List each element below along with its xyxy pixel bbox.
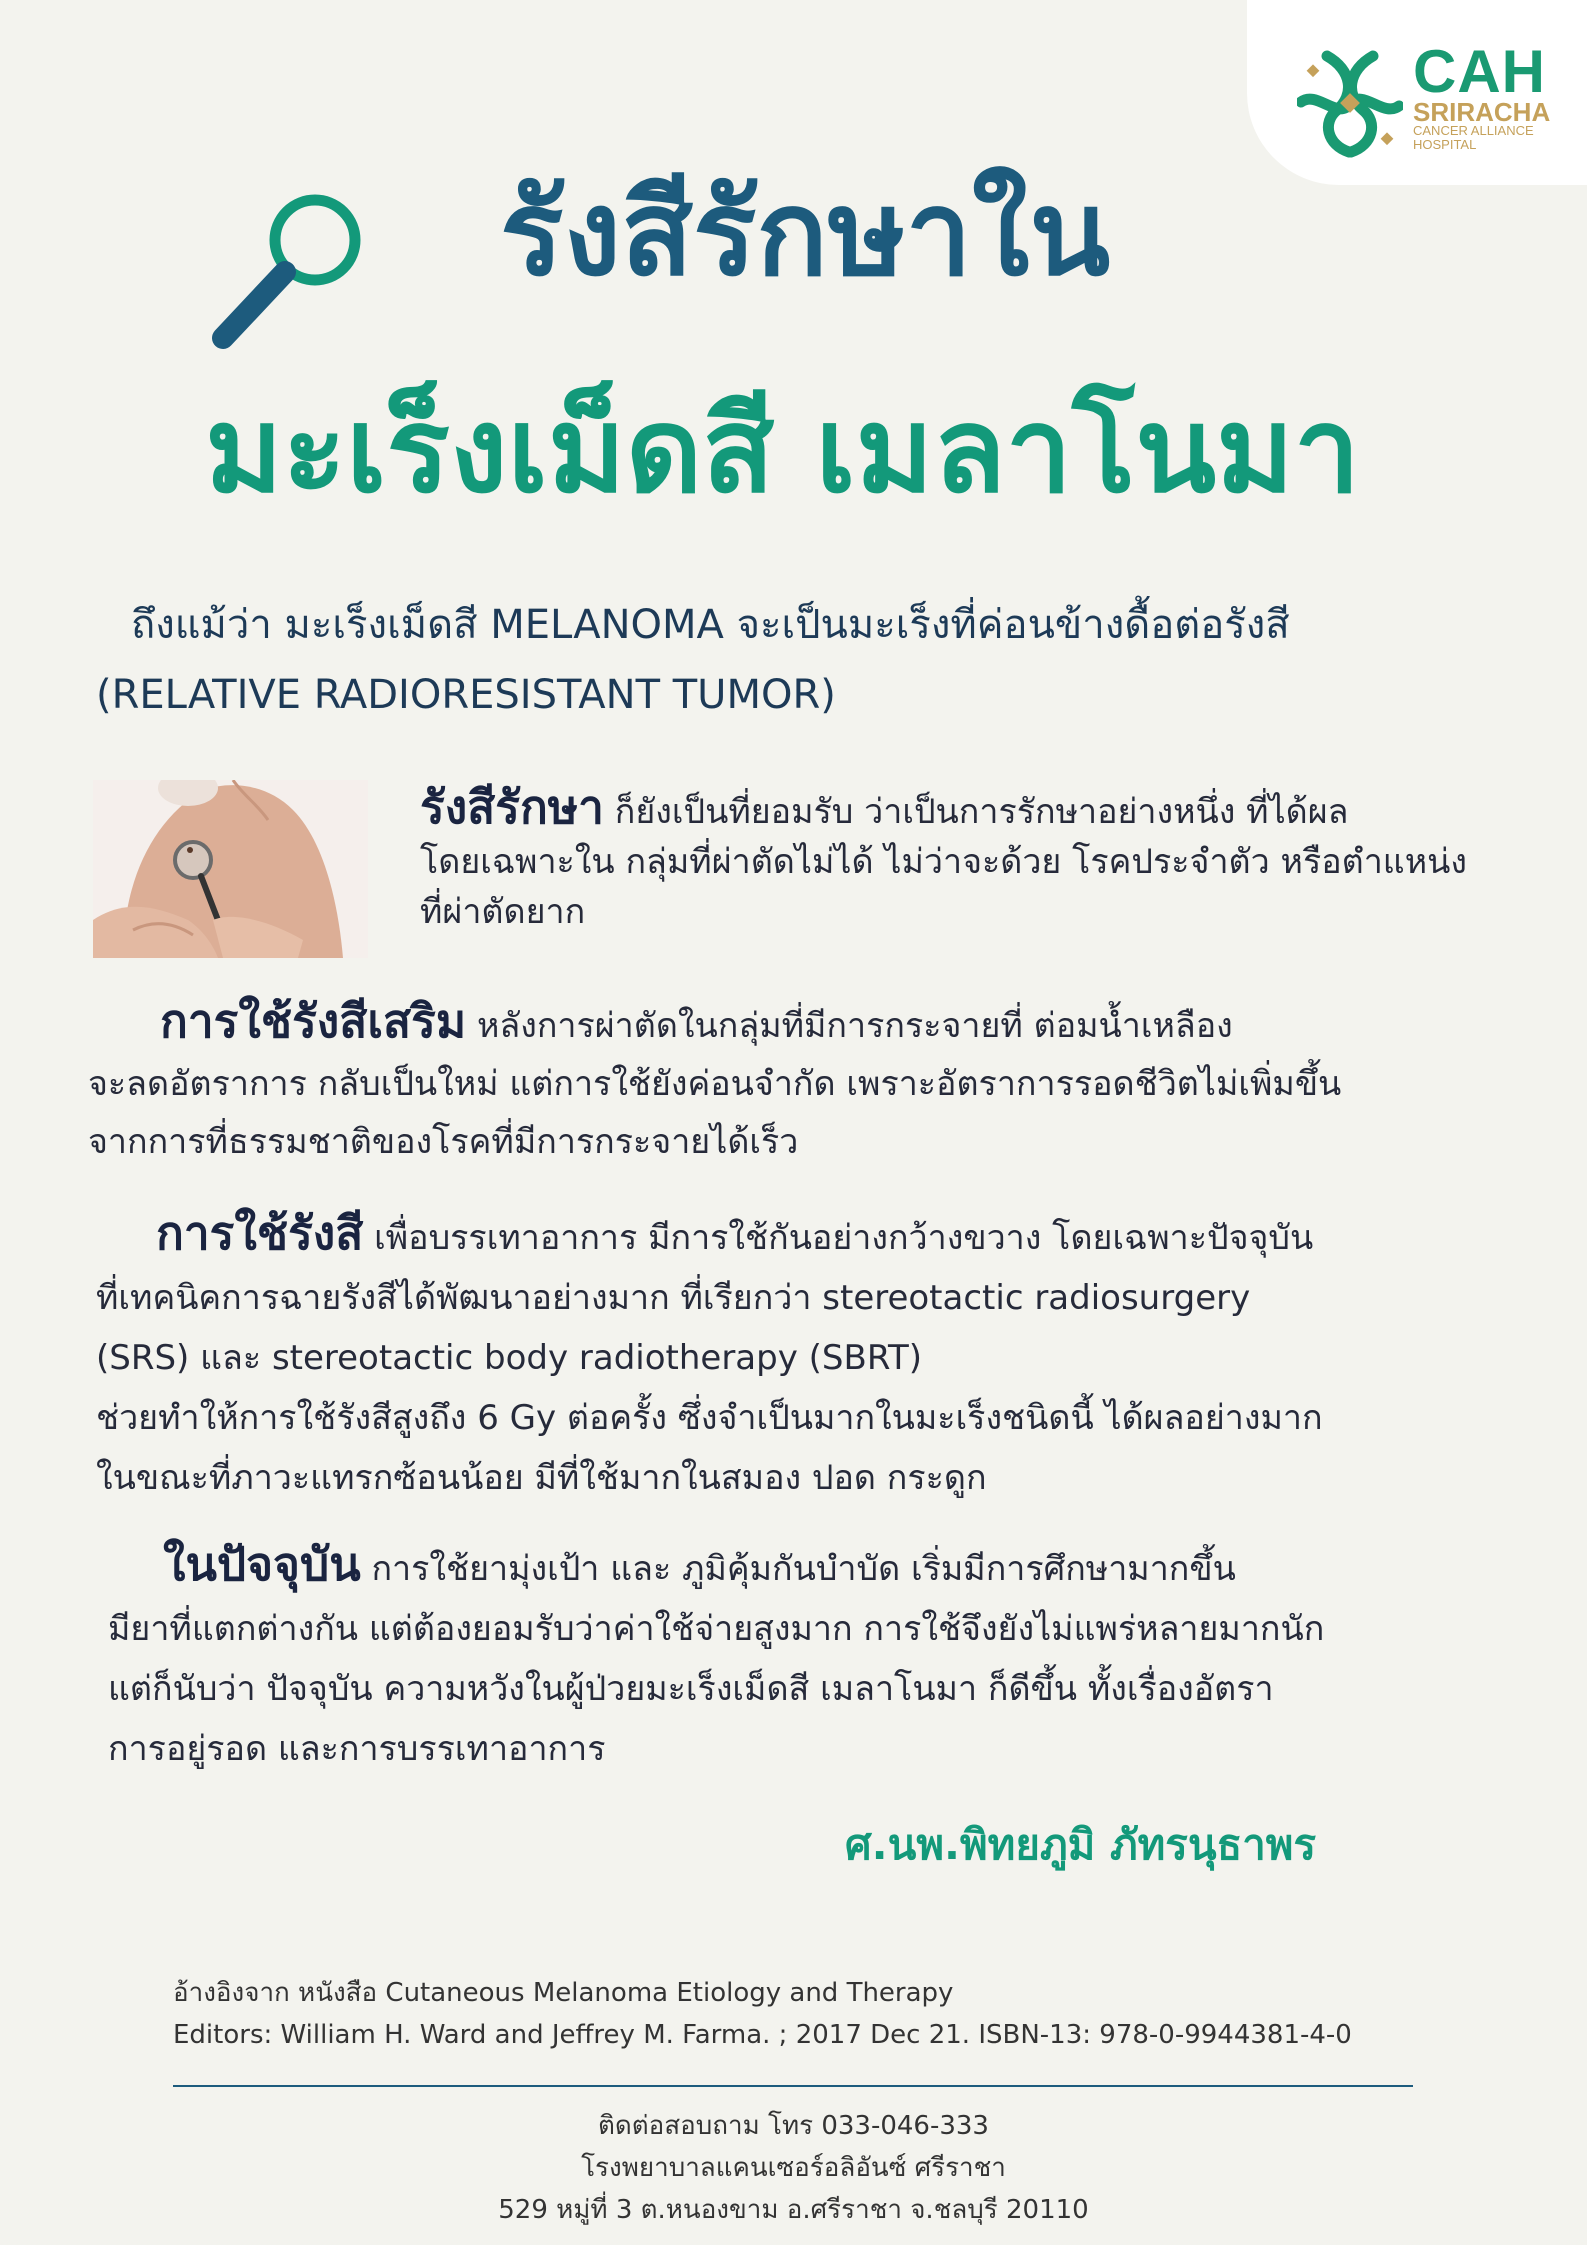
section-adjuvant-radiation — [88, 992, 1341, 1171]
reference — [173, 1972, 1352, 2056]
page-title-line2: มะเร็งเม็ดสี เมลาโนมา — [205, 381, 1361, 519]
divider — [173, 2085, 1413, 2087]
section-lead: การใช้รังสีเสริม — [160, 994, 467, 1048]
section-line: ช่วยทำให้การใช้รังสีสูงถึง 6 Gy ต่อครั้ง ซึ่งจำเป็นมากในมะเร็งชนิดนี้ ได้ผลอย่างมาก — [96, 1398, 1323, 1438]
intro-line1: ถึงแม้ว่า มะเร็งเม็ดสี MELANOMA จะเป็นมะเร็งที่ค่อนข้างดื้อต่อรังสี — [131, 602, 1290, 648]
section-lead: ในปัจจุบัน — [163, 1537, 361, 1591]
section-radiotherapy — [420, 782, 1467, 937]
section-line: ในขณะที่ภาวะแทรกซ้อนน้อย มีที่ใช้มากในสมอง ปอด กระดูก — [96, 1458, 987, 1498]
section-line: จากการที่ธรรมชาติของโรคที่มีการกระจายได้เร็ว — [88, 1122, 799, 1162]
logo-line3: CANCER ALLIANCE — [1413, 123, 1534, 138]
section-palliative-radiation — [96, 1203, 1323, 1508]
hospital-logo — [1247, 0, 1587, 185]
magnifier-icon — [205, 190, 385, 360]
section-line: แต่ก็นับว่า ปัจจุบัน ความหวังในผู้ป่วยมะเร็งเม็ดสี เมลาโนมา ก็ดีขึ้น ทั้งเรื่องอัตรา — [108, 1669, 1274, 1709]
reference-line2: Editors: William H. Ward and Jeffrey M. Farma. ; 2017 Dec 21. ISBN-13: 978-0-9944381-4-0 — [173, 2020, 1352, 2050]
page-title-line1: รังสีรักษาใน — [500, 164, 1111, 302]
skin-exam-photo — [93, 780, 368, 958]
section-lead: การใช้รังสี — [156, 1206, 364, 1260]
section-line: โดยเฉพาะใน กลุ่มที่ผ่าตัดไม่ได้ ไม่ว่าจะด้วย โรคประจำตัว หรือตำแหน่ง — [420, 842, 1467, 882]
section-line: ก็ยังเป็นที่ยอมรับ ว่าเป็นการรักษาอย่างหนึ่ง ที่ได้ผล — [603, 792, 1349, 832]
section-line: (SRS) และ stereotactic body radiotherapy (SBRT) — [96, 1338, 923, 1378]
intro-text — [96, 590, 1516, 730]
logo-name: CAH — [1413, 38, 1546, 105]
reference-line1: อ้างอิงจาก หนังสือ Cutaneous Melanoma Etiology and Therapy — [173, 1978, 954, 2008]
section-line: การอยู่รอด และการบรรเทาอาการ — [108, 1729, 606, 1769]
contact-info — [0, 2105, 1587, 2231]
logo-line4: HOSPITAL — [1413, 137, 1477, 152]
section-line: การใช้ยามุ่งเป้า และ ภูมิคุ้มกันบำบัด เริ่มมีการศึกษามากขึ้น — [360, 1549, 1236, 1589]
section-line: มียาที่แตกต่างกัน แต่ต้องยอมรับว่าค่าใช้จ่ายสูงมาก การใช้จึงยังไม่แพร่หลายมากนัก — [108, 1609, 1325, 1649]
section-line: จะลดอัตราการ กลับเป็นใหม่ แต่การใช้ยังค่อนจำกัด เพราะอัตราการรอดชีวิตไม่เพิ่มขึ้น — [88, 1064, 1342, 1104]
section-line: ที่ผ่าตัดยาก — [420, 892, 586, 932]
section-current-treatment — [108, 1534, 1324, 1779]
cah-ribbon-logo-icon — [1297, 50, 1403, 158]
author-name: ศ.นพ.พิทยภูมิ ภัทรนุธาพร — [845, 1820, 1317, 1869]
section-lead: รังสีรักษา — [420, 780, 604, 834]
logo-line2: SRIRACHA — [1413, 97, 1551, 127]
contact-address: 529 หมู่ที่ 3 ต.หนองขาม อ.ศรีราชา จ.ชลบุรี 20110 — [498, 2195, 1089, 2225]
intro-line2: (RELATIVE RADIORESISTANT TUMOR) — [96, 672, 836, 718]
contact-hospital: โรงพยาบาลแคนเซอร์อลิอันซ์ ศรีราชา — [581, 2153, 1006, 2183]
contact-phone: ติดต่อสอบถาม โทร 033-046-333 — [598, 2111, 989, 2141]
section-line: ที่เทคนิคการฉายรังสีได้พัฒนาอย่างมาก ที่เรียกว่า stereotactic radiosurgery — [96, 1278, 1251, 1318]
section-line: หลังการผ่าตัดในกลุ่มที่มีการกระจายที่ ต่อมน้ำเหลือง — [466, 1006, 1233, 1046]
section-line: เพื่อบรรเทาอาการ มีการใช้กันอย่างกว้างขวาง โดยเฉพาะปัจจุบัน — [363, 1218, 1314, 1258]
